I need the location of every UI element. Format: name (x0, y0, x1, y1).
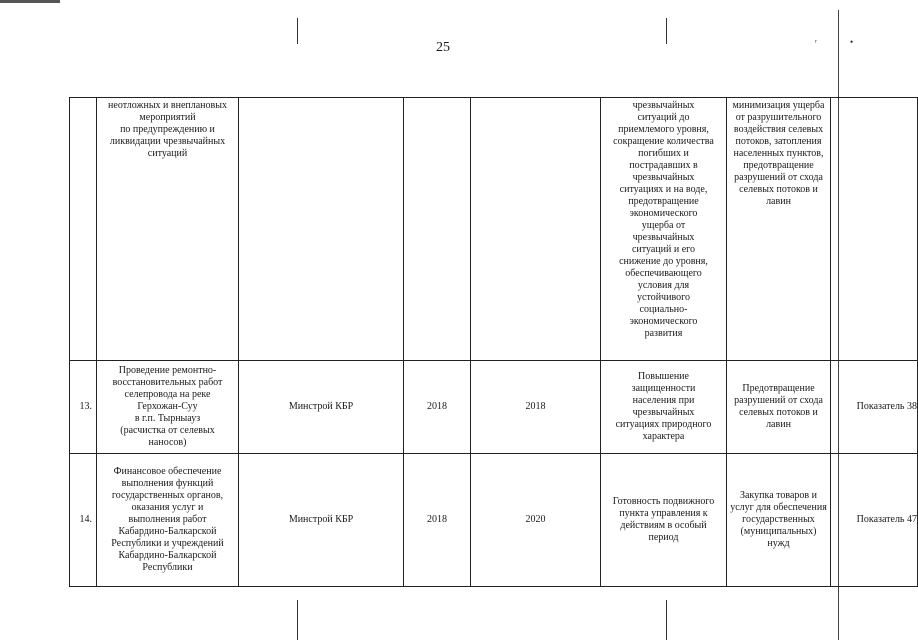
result-cell: Повышение защищенности населения при чрезвычайных ситуациях природного характера (601, 361, 727, 454)
scan-corner-mark (0, 0, 60, 3)
result-cell: чрезвычайных ситуаций до приемлемого уровня, сокращение количества погибших и пострадавших в чрезвычайных ситуациях и на воде, предотвращение экономического ущерба от чрезвычайных ситуаций и его снижение до уровня, обеспечивающего условия для устойчивого социально- экономического развития (601, 98, 727, 361)
end-year-cell (471, 98, 601, 361)
row-number: 13. (70, 361, 97, 454)
row-number (70, 98, 97, 361)
page-number: 25 (436, 40, 450, 55)
table-row (70, 361, 918, 454)
start-year-cell (404, 98, 471, 361)
scan-artifact-line (666, 18, 667, 44)
event-cell: Проведение ремонтно- восстановительных работ селепровода на реке Герхожан-Суу в г.п. Тырныауз (расчистка от селевых наносов) (97, 361, 239, 454)
scan-artifact-line (666, 600, 667, 640)
table-row (70, 98, 918, 361)
consequence-cell: минимизация ущерба от разрушительного воздействия селевых потоков, затопления населенных пунктов, предотвращение разрушений от схода селевых потоков и лавин (727, 98, 831, 361)
row-number: 14. (70, 454, 97, 587)
result-cell: Готовность подвижного пункта управления к действиям в особый период (601, 454, 727, 587)
event-cell: Финансовое обеспечение выполнения функций государственных органов, оказания услуг и выполнения работ Кабардино-Балкарской Республики и учреждений Кабардино-Балкарской Республики (97, 454, 239, 587)
scan-artifact-line (297, 600, 298, 640)
scan-artifact-dot: • (850, 37, 854, 47)
end-year-cell: 2020 (471, 454, 601, 587)
scan-artifact-dot: ʳ (815, 37, 817, 47)
consequence-cell: Закупка товаров и услуг для обеспечения государственных (муниципальных) нужд (727, 454, 831, 587)
indicator-cell (831, 98, 918, 361)
start-year-cell: 2018 (404, 361, 471, 454)
end-year-cell: 2018 (471, 361, 601, 454)
executor-cell: Минстрой КБР (239, 454, 404, 587)
executor-cell (239, 98, 404, 361)
indicator-cell: Показатель 38 (831, 361, 918, 454)
start-year-cell: 2018 (404, 454, 471, 587)
consequence-cell: Предотвращение разрушений от схода селевых потоков и лавин (727, 361, 831, 454)
indicator-cell: Показатель 47 (831, 454, 918, 587)
scan-artifact-line (297, 18, 298, 44)
executor-cell: Минстрой КБР (239, 361, 404, 454)
event-cell: неотложных и внеплановых мероприятий по предупреждению и ликвидации чрезвычайных ситуаций (97, 98, 239, 361)
table-row (70, 454, 918, 587)
program-table (69, 97, 918, 587)
